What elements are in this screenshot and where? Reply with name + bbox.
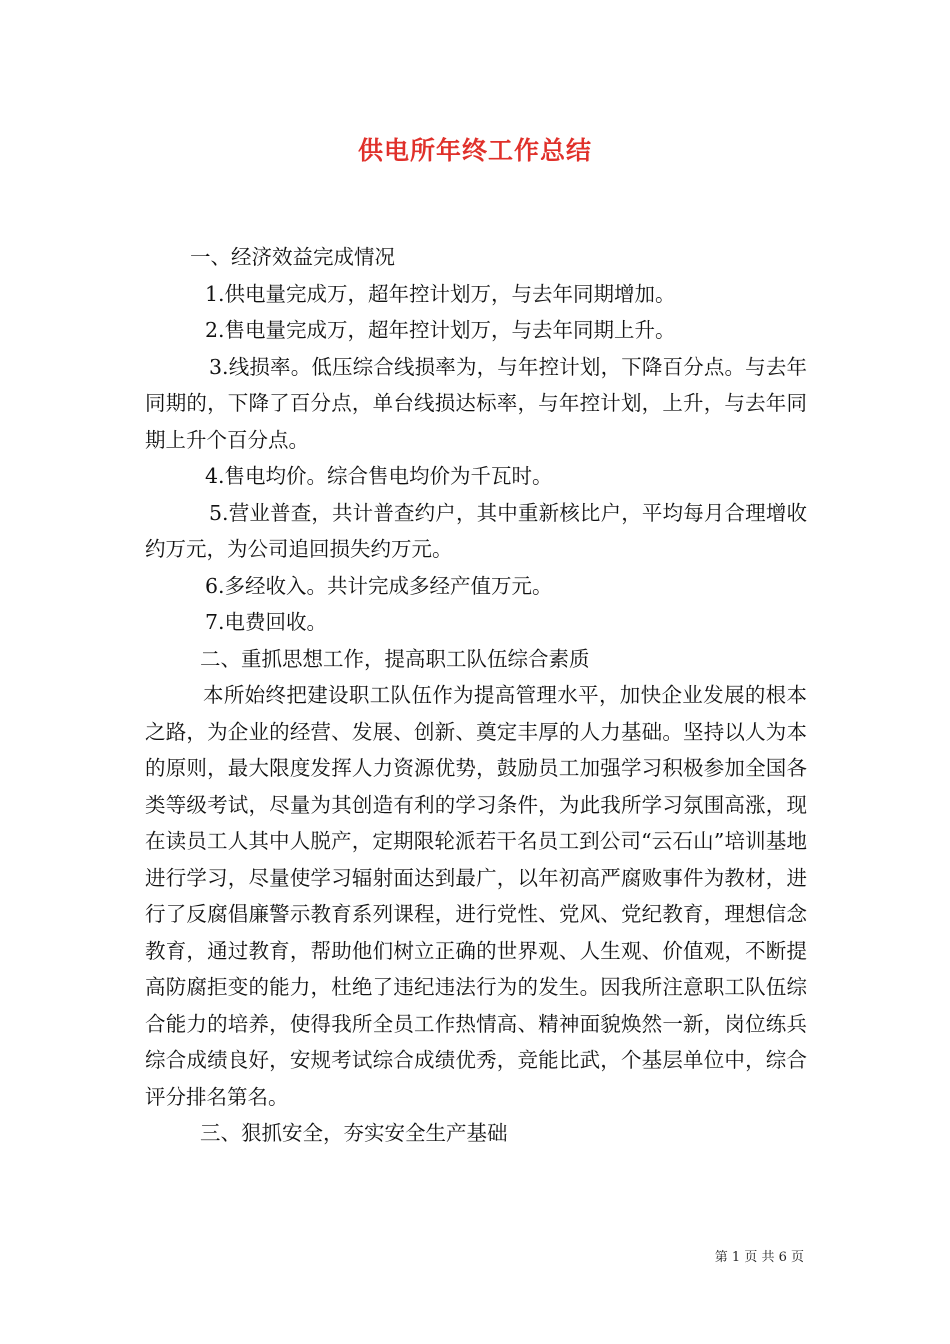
document-title: 供电所年终工作总结	[357, 136, 592, 165]
section-heading-1: 一、经济效益完成情况	[190, 245, 395, 269]
list-item-5: 5.营业普查，共计普查约户，其中重新核比户，平均每月合理增收约万元，为公司追回损失约万元。	[145, 500, 807, 561]
list-item-2: 2.售电量完成万，超年控计划万，与去年同期上升。	[205, 318, 676, 342]
list-item-1: 1.供电量完成万，超年控计划万，与去年同期增加。	[205, 281, 676, 306]
section-heading-3: 三、狠抓安全，夯实安全生产基础	[200, 1121, 508, 1145]
section-2-paragraph: 本所始终把建设职工队伍作为提高管理水平，加快企业发展的根本之路，为企业的经营、发展、创新、奠定丰厚的人力基础。坚持以人为本的原则，最大限度发挥人力资源优势，鼓励员工加强学习积极参加全国各类等级考试，尽量为其创造有利的学习条件，为此我所学习氛围高涨，现在读员工人其中人脱产，定期限轮派若干名员工到公司“云石山”培训基地进行学习，尽量使学习辐射面达到最广，以年初高严腐败事件为教材，进行了反腐倡廉警示教育系列课程，进行党性、党风、党纪教育，理想信念教育，通过教育，帮助他们树立正确的世界观、人生观、价值观，不断提高防腐拒变的能力，杜绝了违纪违法行为的发生。因我所注意职工队伍综合能力的培养，使得我所全员工作热情高、精神面貌焕然一新，岗位练兵综合成绩良好，安规考试综合成绩优秀，竞能比武，个基层单位中，综合评分排名第名。	[145, 683, 807, 1109]
section-heading-2: 二、重抓思想工作，提高职工队伍综合素质	[200, 646, 590, 671]
document-body	[145, 239, 807, 1152]
page-indicator: 第 1 页 共 6 页	[714, 1250, 804, 1265]
list-item-4: 4.售电均价。综合售电均价为千瓦时。	[205, 464, 553, 488]
list-item-6: 6.多经收入。共计完成多经产值万元。	[205, 573, 553, 598]
list-item-3: 3.线损率。低压综合线损率为，与年控计划，下降百分点。与去年同期的，下降了百分点，单台线损达标率，与年控计划，上升，与去年同期上升个百分点。	[145, 354, 807, 452]
list-item-7: 7.电费回收。	[205, 610, 328, 634]
